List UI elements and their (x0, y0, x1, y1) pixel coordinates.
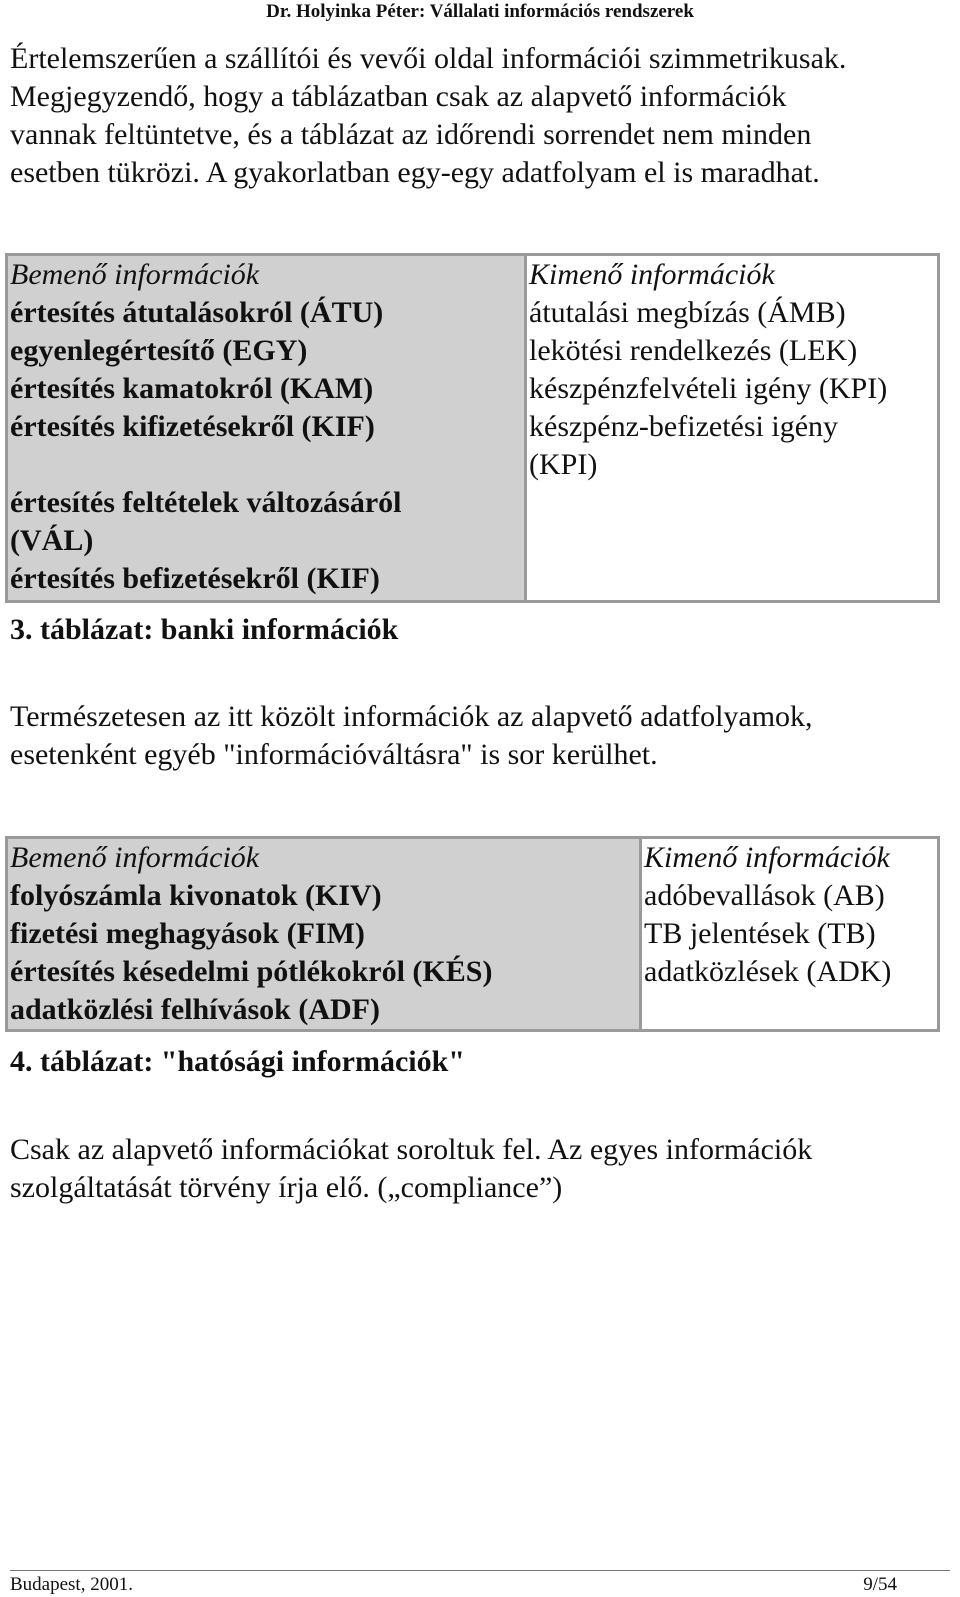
paragraph-line: szolgáltatását törvény írja elő. („compliance”) (10, 1171, 563, 1204)
incoming-item: egyenlegértesítő (EGY) (10, 334, 308, 367)
footer-place-date: Budapest, 2001. (10, 1574, 133, 1595)
incoming-item: (VÁL) (10, 524, 94, 557)
outgoing-column (526, 255, 939, 602)
incoming-header: Bemenő információk (10, 841, 260, 874)
incoming-item: folyószámla kivonatok (KIV) (10, 879, 382, 912)
incoming-column (7, 838, 641, 1031)
footer-divider (10, 1570, 950, 1571)
paragraph-line: esetben tükrözi. A gyakorlatban egy-egy adatfolyam el is maradhat. (10, 156, 820, 189)
incoming-item: értesítés befizetésekről (KIF) (10, 562, 380, 595)
outgoing-header: Kimenő információk (644, 841, 890, 874)
intro-paragraph (10, 40, 940, 192)
incoming-column (7, 255, 526, 602)
paragraph-line: esetenként egyéb "információváltásra" is sor kerülhet. (10, 738, 658, 771)
outgoing-item: lekötési rendelkezés (LEK) (529, 334, 858, 367)
incoming-item: értesítés késedelmi pótlékokról (KÉS) (10, 955, 493, 988)
page-header (0, 0, 960, 24)
outgoing-column (641, 838, 939, 1031)
incoming-item: értesítés kifizetésekről (KIF) (10, 410, 375, 443)
outgoing-item: átutalási megbízás (ÁMB) (529, 296, 846, 329)
incoming-item: értesítés átutalásokról (ÁTU) (10, 296, 384, 329)
paragraph-line: Természetesen az itt közölt információk az alapvető adatfolyamok, (10, 700, 813, 733)
paragraph-line: Megjegyzendő, hogy a táblázatban csak az alapvető információk (10, 80, 787, 113)
middle-paragraph (10, 698, 940, 774)
bank-information-table (5, 253, 940, 603)
outgoing-item: készpénz-befizetési igény (529, 410, 839, 443)
incoming-item: fizetési meghagyások (FIM) (10, 917, 365, 950)
outgoing-item: adóbevallások (AB) (644, 879, 885, 912)
outgoing-item: adatközlések (ADK) (644, 955, 892, 988)
incoming-header: Bemenő információk (10, 258, 260, 291)
incoming-item: értesítés kamatokról (KAM) (10, 372, 374, 405)
incoming-item: értesítés feltételek változásáról (10, 486, 402, 519)
incoming-item: adatközlési felhívások (ADF) (10, 993, 380, 1026)
paragraph-line: vannak feltüntetve, és a táblázat az időrendi sorrendet nem minden (10, 118, 812, 151)
paragraph-line: Csak az alapvető információkat soroltuk fel. Az egyes információk (10, 1133, 813, 1166)
closing-paragraph (10, 1131, 940, 1207)
authority-information-table (5, 836, 940, 1032)
outgoing-item: (KPI) (529, 448, 598, 481)
page-number: 9/54 (863, 1574, 897, 1595)
spacer (10, 446, 522, 484)
outgoing-header: Kimenő információk (529, 258, 775, 291)
table3-caption: 3. táblázat: banki információk (10, 613, 399, 646)
table4-caption: 4. táblázat: "hatósági információk" (10, 1045, 465, 1078)
paragraph-line: Értelemszerűen a szállítói és vevői oldal információi szimmetrikusak. (10, 42, 847, 75)
document-title: Dr. Holyinka Péter: Vállalati információs rendszerek (266, 1, 694, 22)
outgoing-item: TB jelentések (TB) (644, 917, 876, 950)
outgoing-item: készpénzfelvételi igény (KPI) (529, 372, 888, 405)
